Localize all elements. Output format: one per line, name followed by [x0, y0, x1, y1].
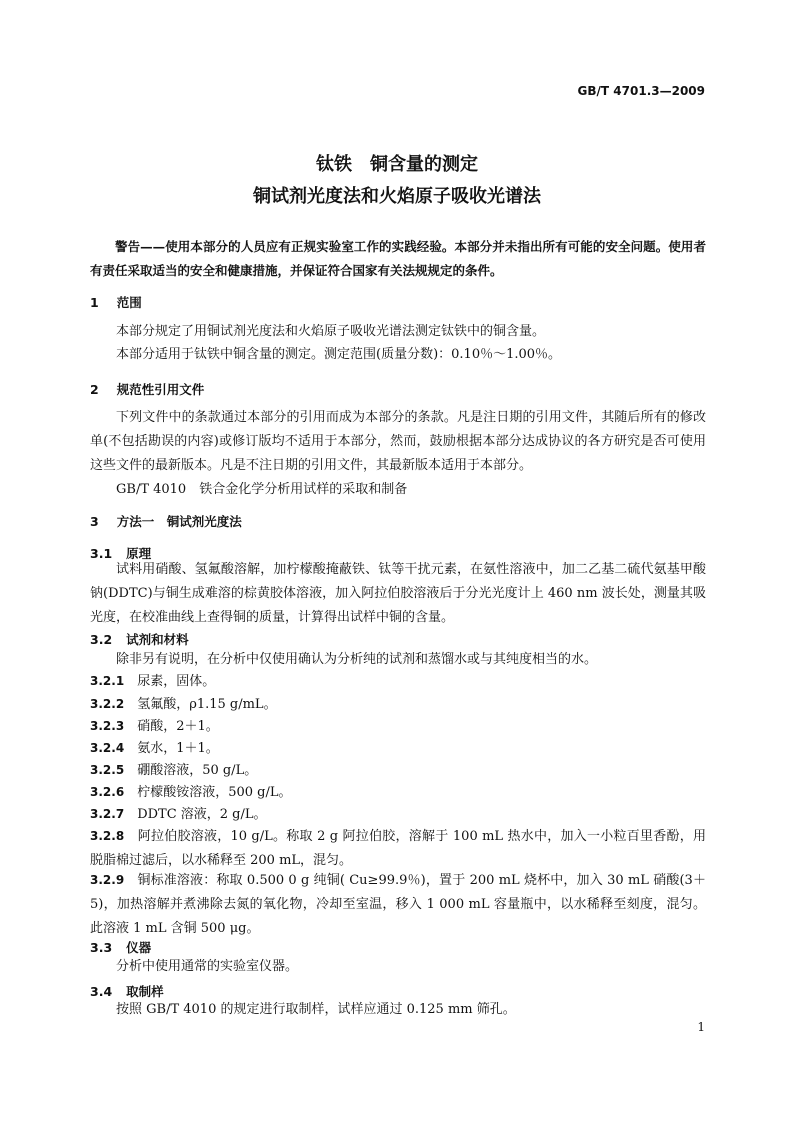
- reagent-item: [90, 824, 706, 873]
- reagent-text: 柠檬酸铵溶液，500 g/L。: [137, 785, 292, 800]
- reagent-number: 3.2.4: [90, 741, 125, 755]
- section-3-3-number: 3.3: [90, 940, 113, 955]
- section-3-4-text: 按照 GB/T 4010 的规定进行取制样，试样应通过 0.125 mm 筛孔。: [116, 1002, 516, 1017]
- warning-paragraph: 警告——使用本部分的人员应有正规实验室工作的实践经验。本部分并未指出所有可能的安全问题。使用者有责任采取适当的安全和健康措施，并保证符合国家有关法规规定的条件。: [90, 239, 706, 278]
- reagent-number: 3.2.3: [90, 719, 125, 733]
- section-3-1-text: 试料用硝酸、氢氟酸溶解，加柠檬酸掩蔽铁、钛等干扰元素，在氨性溶液中，加二乙基二硫代氨基甲酸钠(DDTC)与铜生成难溶的棕黄胶体溶液，加入阿拉伯胶溶液后于分光光度计上 460 nm 波长处，测量其吸光度，在校准曲线上查得铜的质量，计算得出试样中铜的含量。: [90, 562, 706, 625]
- reagent-number: 3.2.7: [90, 807, 125, 821]
- standard-code: GB/T 4701.3—2009: [577, 84, 705, 98]
- section-3-4-title: 取制样: [126, 984, 164, 999]
- reagent-text: DDTC 溶液，2 g/L。: [137, 807, 267, 822]
- section-3-number: 3: [90, 514, 99, 529]
- section-3-4-number: 3.4: [90, 984, 113, 999]
- page-title: 钛铁 铜含量的测定: [316, 154, 478, 175]
- section-2-number: 2: [90, 382, 99, 397]
- section-2-reference: GB/T 4010 铁合金化学分析用试样的采取和制备: [116, 482, 408, 497]
- section-1-title: 范围: [116, 295, 142, 310]
- section-3-3-heading: [90, 938, 151, 956]
- reagent-text: 硼酸溶液，50 g/L。: [137, 763, 258, 778]
- reagent-number: 3.2.1: [90, 674, 125, 688]
- section-1-paragraph-1: 本部分规定了用铜试剂光度法和火焰原子吸收光谱法测定钛铁中的铜含量。: [116, 324, 546, 339]
- section-1-heading: [90, 293, 142, 311]
- section-3-3-title: 仪器: [126, 940, 152, 955]
- section-3-2-number: 3.2: [90, 632, 113, 647]
- reagent-number: 3.2.9: [90, 873, 125, 887]
- section-1-paragraph-2: 本部分适用于钛铁中铜含量的测定。测定范围(质量分数)：0.10％～1.00％。: [116, 347, 562, 362]
- reagent-number: 3.2.8: [90, 829, 125, 843]
- section-3-2-intro: 除非另有说明，在分析中仅使用确认为分析纯的试剂和蒸馏水或与其纯度相当的水。: [116, 652, 598, 667]
- reagent-item: [90, 868, 706, 941]
- section-3-heading: [90, 512, 242, 530]
- reagent-item: [90, 669, 706, 694]
- section-3-1-number: 3.1: [90, 546, 113, 561]
- reagent-text: 尿素，固体。: [137, 674, 216, 689]
- reagent-text: 铜标准溶液：称取 0.500 0 g 纯铜( Cu≥99.9％)，置于 200 mL 烧杯中，加入 30 mL 硝酸(3＋5)，加热溶解并煮沸除去氮的氧化物，冷却至室温，移入 1 000 mL 容量瓶中，以水稀释至刻度，混匀。此溶液 1 mL 含铜 500 μg。: [90, 873, 706, 936]
- section-3-2-heading: [90, 630, 189, 648]
- section-2-heading: [90, 380, 204, 398]
- section-2-paragraph: 下列文件中的条款通过本部分的引用而成为本部分的条款。凡是注日期的引用文件，其随后所有的修改单(不包括勘误的内容)或修订版均不适用于本部分，然而，鼓励根据本部分达成协议的各方研究是否可使用这些文件的最新版本。凡是不注日期的引用文件，其最新版本适用于本部分。: [90, 410, 706, 473]
- section-3-title: 方法一 铜试剂光度法: [116, 514, 242, 529]
- section-2-title: 规范性引用文件: [116, 382, 205, 397]
- reagent-text: 阿拉伯胶溶液，10 g/L。称取 2 g 阿拉伯胶，溶解于 100 mL 热水中，加入一小粒百里香酚，用脱脂棉过滤后，以水稀释至 200 mL，混匀。: [90, 829, 706, 868]
- reagent-text: 氨水，1＋1。: [137, 741, 219, 756]
- page-subtitle: 铜试剂光度法和火焰原子吸收光谱法: [253, 186, 541, 207]
- reagent-number: 3.2.6: [90, 785, 125, 799]
- reagent-text: 氢氟酸，ρ1.15 g/mL。: [137, 697, 277, 712]
- section-3-3-text: 分析中使用通常的实验室仪器。: [116, 959, 299, 974]
- section-3-2-title: 试剂和材料: [126, 632, 189, 647]
- section-1-number: 1: [90, 295, 99, 310]
- page-number: 1: [697, 1020, 705, 1034]
- reagent-number: 3.2.5: [90, 763, 125, 777]
- reagent-text: 硝酸，2＋1。: [137, 719, 219, 734]
- section-3-1-title: 原理: [126, 546, 152, 561]
- reagent-number: 3.2.2: [90, 697, 125, 711]
